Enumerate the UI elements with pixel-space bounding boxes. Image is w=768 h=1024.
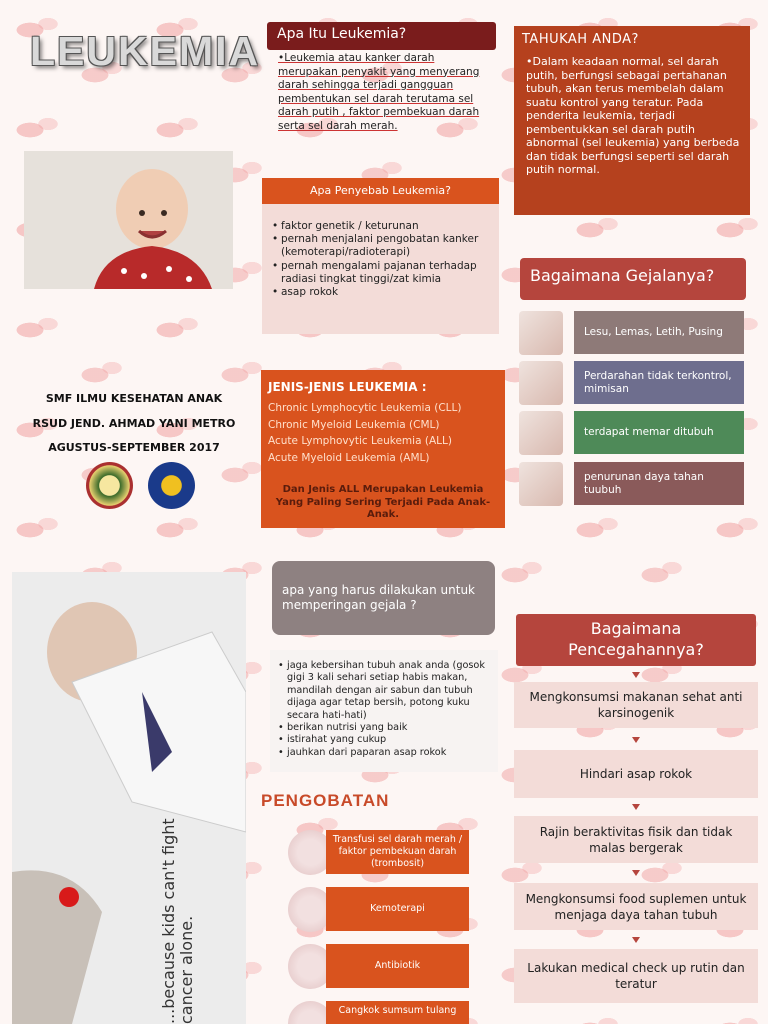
flow-arrow-icon [632, 937, 640, 943]
flow-arrow-icon [632, 804, 640, 810]
dilakukan-item: • jauhkan dari paparan asap rokok [278, 747, 490, 759]
pencegahan-item: Mengkonsumsi makanan sehat anti karsinogenik [514, 682, 758, 728]
pengobatan-heading: PENGOBATAN [261, 791, 390, 810]
campaign-photo [12, 572, 246, 1024]
pencegahan-item: Hindari asap rokok [514, 750, 758, 798]
page-title: LEUKEMIA [30, 28, 261, 74]
gejala-heading: Bagaimana Gejalanya? [520, 258, 746, 300]
penyebab-heading: Apa Penyebab Leukemia? [262, 178, 499, 204]
jenis-item: Acute Myeloid Leukemia (AML) [268, 451, 430, 464]
dilakukan-item: • berikan nutrisi yang baik [278, 722, 490, 734]
dilakukan-heading: apa yang harus dilakukan untuk memperingan gejala ? [272, 561, 495, 635]
university-logo [148, 462, 195, 509]
info-date: AGUSTUS-SEPTEMBER 2017 [48, 441, 220, 454]
pengobatan-item: Transfusi sel darah merah / faktor pembekuan darah (trombosit) [326, 830, 469, 874]
penyebab-list [262, 204, 499, 334]
pencegahan-item: Rajin beraktivitas fisik dan tidak malas bergerak [514, 816, 758, 863]
jenis-note: Dan Jenis ALL Merupakan Leukemia Yang Paling Sering Terjadi Pada Anak- Anak. [275, 484, 491, 520]
flow-arrow-icon [632, 672, 640, 678]
gejala-photo [519, 361, 563, 405]
child-photo [24, 151, 233, 289]
tahukah-text: •Dalam keadaan normal, sel darah putih, berfungsi sebagai pertahanan tubuh, akan terus membelah dalam suatu kontrol yang teratur. Pada penderita leukemia, terjadi pembentukkan sel darah putih abnormal (sel leukemia) yang berbeda dan tidak berfungsi seperti sel darah putih normal. [526, 55, 740, 176]
penyebab-item: • faktor genetik / keturunan [272, 220, 491, 233]
gejala-photo [519, 462, 563, 506]
tahukah-panel [514, 26, 750, 215]
jenis-item: Chronic Myeloid Leukemia (CML) [268, 418, 440, 431]
flow-arrow-icon [632, 870, 640, 876]
gejala-item: Perdarahan tidak terkontrol, mimisan [574, 361, 744, 404]
jenis-panel [261, 370, 505, 528]
pencegahan-item: Mengkonsumsi food suplemen untuk menjaga daya tahan tubuh [514, 883, 758, 930]
pengobatan-item: Cangkok sumsum tulang [326, 1001, 469, 1024]
dilakukan-list [270, 650, 498, 772]
jenis-heading: JENIS-JENIS LEUKEMIA : [268, 380, 427, 394]
penyebab-item: • pernah menjalani pengobatan kanker (kemoterapi/radioterapi) [272, 233, 491, 259]
apa-itu-text [278, 52, 488, 133]
jenis-item: Chronic Lymphocytic Leukemia (CLL) [268, 402, 462, 414]
gejala-item: terdapat memar ditubuh [574, 411, 744, 454]
flow-arrow-icon [632, 737, 640, 743]
gejala-photo [519, 311, 563, 355]
pengobatan-item: Kemoterapi [326, 887, 469, 931]
pengobatan-item: Antibiotik [326, 944, 469, 988]
hospital-logo [86, 462, 133, 509]
penyebab-item: • pernah mengalami pajanan terhadap radiasi tingkat tinggi/zat kimia [272, 260, 491, 286]
dilakukan-item: • jaga kebersihan tubuh anak anda (gosok gigi 3 kali sehari setiap habis makan, mandilah dengan air sabun dan tubuh dijaga agar tetap bersih, potong kuku secara hati-hati) [278, 660, 490, 722]
gejala-item: penurunan daya tahan tuubuh [574, 462, 744, 505]
penyebab-item: • asap rokok [272, 286, 491, 299]
gejala-item: Lesu, Lemas, Letih, Pusing [574, 311, 744, 354]
pencegahan-heading: Bagaimana Pencegahannya? [516, 614, 756, 666]
info-hospital: RSUD JEND. AHMAD YANI METRO [32, 417, 236, 430]
jenis-item: Acute Lymphovytic Leukemia (ALL) [268, 435, 452, 447]
gejala-photo [519, 411, 563, 455]
info-department: SMF ILMU KESEHATAN ANAK [45, 392, 223, 405]
dilakukan-item: • istirahat yang cukup [278, 734, 490, 746]
campaign-caption: ...because kids can't fight cancer alone. [159, 818, 196, 1024]
apa-itu-heading: Apa Itu Leukemia? [267, 22, 496, 50]
apa-itu-text-content: •Leukemia atau kanker darah merupakan penyakit yang menyerang darah sehingga terjadi gangguan pembentukan sel darah terutama sel darah putih , faktor pembekuan darah serta sel darah merah. [278, 52, 480, 132]
tahukah-heading: TAHUKAH ANDA? [522, 32, 639, 47]
pencegahan-item: Lakukan medical check up rutin dan teratur [514, 949, 758, 1003]
